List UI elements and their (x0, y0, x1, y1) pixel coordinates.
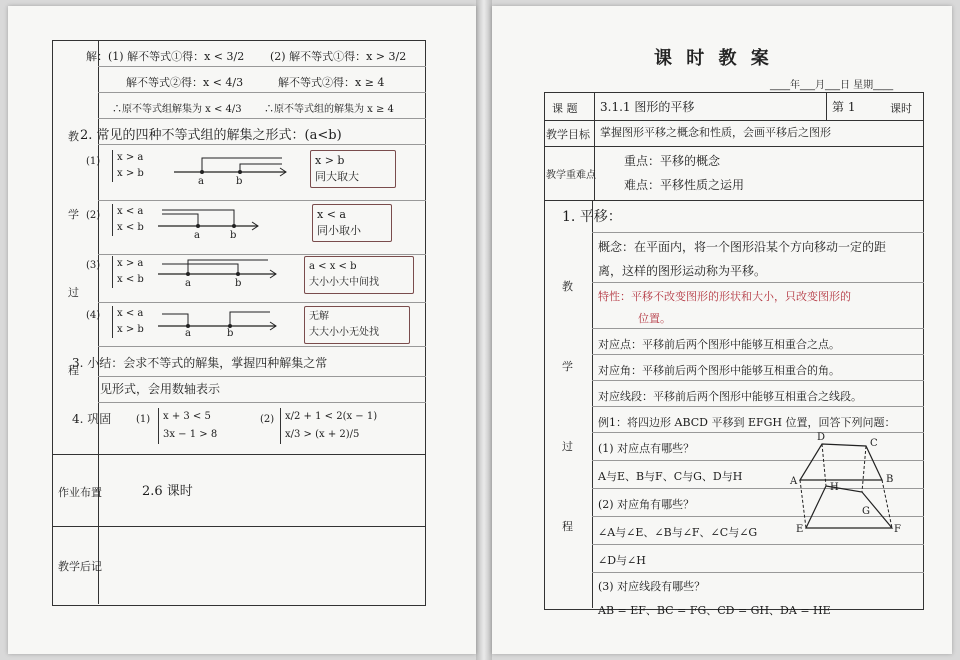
point-D: D (817, 432, 826, 443)
rule (592, 354, 924, 355)
case1-b: b (236, 176, 243, 187)
case1-answer-box (310, 150, 396, 188)
side-char-3: 过 (68, 286, 79, 299)
rule (592, 380, 924, 381)
rule (592, 406, 924, 407)
page-title: 课 时 教 案 (654, 48, 773, 69)
point-H: H (830, 482, 839, 493)
case4-number-line (158, 304, 288, 340)
solution-line-1f: ∴原不等式组的解集为 x ≥ 4 (264, 104, 394, 115)
case1-sys-line1: x > a (117, 152, 144, 163)
side-char-4: 程 (562, 520, 573, 533)
left-divider-reflection (52, 526, 426, 527)
case2-answer-box (312, 204, 392, 242)
key-difficulty: 难点：平移性质之运用 (624, 178, 745, 192)
rule (592, 572, 924, 573)
case3-b: b (235, 278, 242, 289)
topic-label: 课 题 (552, 102, 578, 115)
rule (98, 376, 426, 377)
left-divider-homework (52, 454, 426, 455)
question-2: (2) 对应角有哪些？ (598, 498, 695, 511)
case2-answer: x < a (317, 208, 346, 221)
case1-system (112, 150, 144, 182)
solution-line-1a: 解：(1) 解不等式①得：x < 3/2 (86, 50, 245, 63)
rule (98, 402, 426, 403)
rule (98, 200, 426, 201)
case3-system (112, 256, 144, 288)
practice-1-system (158, 408, 217, 444)
question-1: (1) 对应点有哪些？ (598, 442, 695, 455)
case1-sys-line2: x > b (117, 168, 144, 179)
practice-2-system (280, 408, 377, 444)
case2-b: b (230, 230, 237, 241)
case-number: (3) (86, 260, 101, 271)
example-1: 例1：将四边形 ABCD 平移到 EFGH 位置，回答下列问题： (598, 416, 896, 429)
practice-2-number: (2) (260, 414, 275, 425)
practice-heading: 4. 巩固 (72, 412, 112, 426)
goal-label: 教学目标 (546, 128, 590, 141)
case4-system (112, 306, 144, 338)
case2-sys-line2: x < b (117, 222, 144, 233)
answer-2-cont: ∠D与∠H (598, 554, 646, 567)
rule (592, 328, 924, 329)
case2-a: a (194, 230, 200, 241)
side-char-2: 学 (68, 208, 79, 221)
left-page (8, 6, 476, 654)
right-row-divider-2 (544, 146, 924, 147)
question-3: (3) 对应线段有哪些？ (598, 580, 706, 593)
property-line-2: 位置。 (638, 312, 671, 325)
practice-1-number: (1) (136, 414, 151, 425)
right-row-divider-3 (544, 200, 924, 201)
case3-number-line (158, 254, 288, 290)
case-number: (2) (86, 210, 101, 221)
case4-sys-line2: x > b (117, 324, 144, 335)
property-line-1: 特性：平移不改变图形的形状和大小，只改变图形的 (598, 290, 851, 303)
case2-rule: 同小取小 (317, 224, 361, 237)
case4-answer-box (304, 306, 410, 344)
right-page (492, 6, 952, 654)
case4-a: a (185, 328, 191, 339)
homework-text: 2.6 课时 (142, 484, 193, 499)
case2-system (112, 204, 144, 236)
homework-label: 作业布置 (58, 486, 102, 499)
case1-rule: 同大取大 (315, 170, 359, 183)
point-E: E (796, 524, 804, 535)
rule (98, 66, 426, 67)
rule (98, 346, 426, 347)
summary-line-2: 见形式，会用数轴表示 (100, 382, 221, 396)
case4-answer: 无解 (309, 311, 329, 322)
case4-rule: 大大小小无处找 (309, 327, 379, 338)
side-char-1: 教 (68, 130, 79, 143)
point-A: A (790, 476, 798, 487)
key-label: 教学重难点 (546, 170, 596, 181)
solution-line-1e: ∴原不等式组解集为 x < 4/3 (112, 104, 242, 115)
concept-line-2: 离，这样的图形运动称为平移。 (598, 264, 767, 278)
practice-1-line2: 3x − 1 > 8 (163, 429, 218, 440)
case3-a: a (185, 278, 191, 289)
point-F: F (894, 524, 901, 535)
point-C: C (870, 438, 878, 449)
rule (592, 432, 924, 433)
concept-line-1: 概念：在平面内，将一个图形沿某个方向移动一定的距 (598, 240, 887, 254)
solution-line-1d: 解不等式②得：x ≥ 4 (278, 76, 385, 89)
case4-sys-line1: x < a (117, 308, 144, 319)
answer-3: AB = EF、BC = FG、CD = GH、DA = HE (598, 604, 831, 617)
point-B: B (886, 474, 894, 485)
practice-2-line2: x/3 > (x + 2)/5 (285, 429, 360, 440)
case3-answer-box (304, 256, 414, 294)
rule (98, 144, 426, 145)
corresponding-points: 对应点：平移前后两个图形中能够互相重合之点。 (598, 338, 840, 351)
rule (98, 92, 426, 93)
topic-value: 3.1.1 图形的平移 (600, 100, 695, 114)
side-char-4: 程 (68, 364, 79, 377)
case2-sys-line1: x < a (117, 206, 144, 217)
rule (592, 544, 924, 545)
rule (592, 282, 924, 283)
rule (98, 118, 426, 119)
lesson-no-divider (826, 92, 827, 120)
corresponding-segments: 对应线段：平移前后两个图形中能够互相重合之线段。 (598, 390, 862, 403)
case1-a: a (198, 176, 204, 187)
lesson-unit: 课时 (890, 102, 912, 115)
solution-line-1c: 解不等式②得：x < 4/3 (126, 76, 244, 89)
side-char-3: 过 (562, 440, 573, 453)
side-char-2: 学 (562, 360, 573, 373)
case1-answer: x > b (315, 154, 345, 167)
case3-answer: a < x < b (309, 261, 357, 272)
right-row-divider-1 (544, 120, 924, 121)
lesson-number: 第 1 (832, 100, 856, 114)
goal-value: 掌握图形平移之概念和性质，会画平移后之图形 (600, 126, 831, 139)
section-translation: 1. 平移： (562, 209, 622, 225)
reflection-label: 教学后记 (58, 560, 102, 573)
case1-number-line (174, 148, 294, 188)
point-G: G (862, 506, 870, 517)
summary-line-1: 3. 小结：会求不等式的解集，掌握四种解集之常 (72, 356, 328, 370)
rule (98, 302, 426, 303)
date-line: ____年___月___日 星期____ (770, 80, 894, 91)
case3-sys-line2: x < b (117, 274, 144, 285)
key-point: 重点：平移的概念 (624, 154, 721, 168)
case3-rule: 大小小大中间找 (309, 277, 379, 288)
practice-2-line1: x/2 + 1 < 2(x − 1) (285, 411, 378, 422)
case-number: (4) (86, 310, 101, 321)
answer-2: ∠A与∠E、∠B与∠F、∠C与∠G (598, 526, 758, 539)
rule (592, 232, 924, 233)
case-number: (1) (86, 156, 101, 167)
case2-number-line (158, 202, 278, 242)
four-forms-heading: 2. 常见的四种不等式组的解集之形式：(a<b) (80, 128, 342, 143)
practice-1-line1: x + 3 < 5 (163, 411, 211, 422)
case4-b: b (227, 328, 234, 339)
solution-line-1b: (2) 解不等式①得：x > 3/2 (270, 50, 407, 63)
book-spine (476, 0, 492, 660)
right-side-divider (592, 200, 593, 608)
corresponding-angles: 对应角：平移前后两个图形中能够互相重合的角。 (598, 364, 840, 377)
side-char-1: 教 (562, 280, 573, 293)
answer-1: A与E、B与F、C与G、D与H (598, 470, 743, 483)
case3-sys-line1: x > a (117, 258, 144, 269)
